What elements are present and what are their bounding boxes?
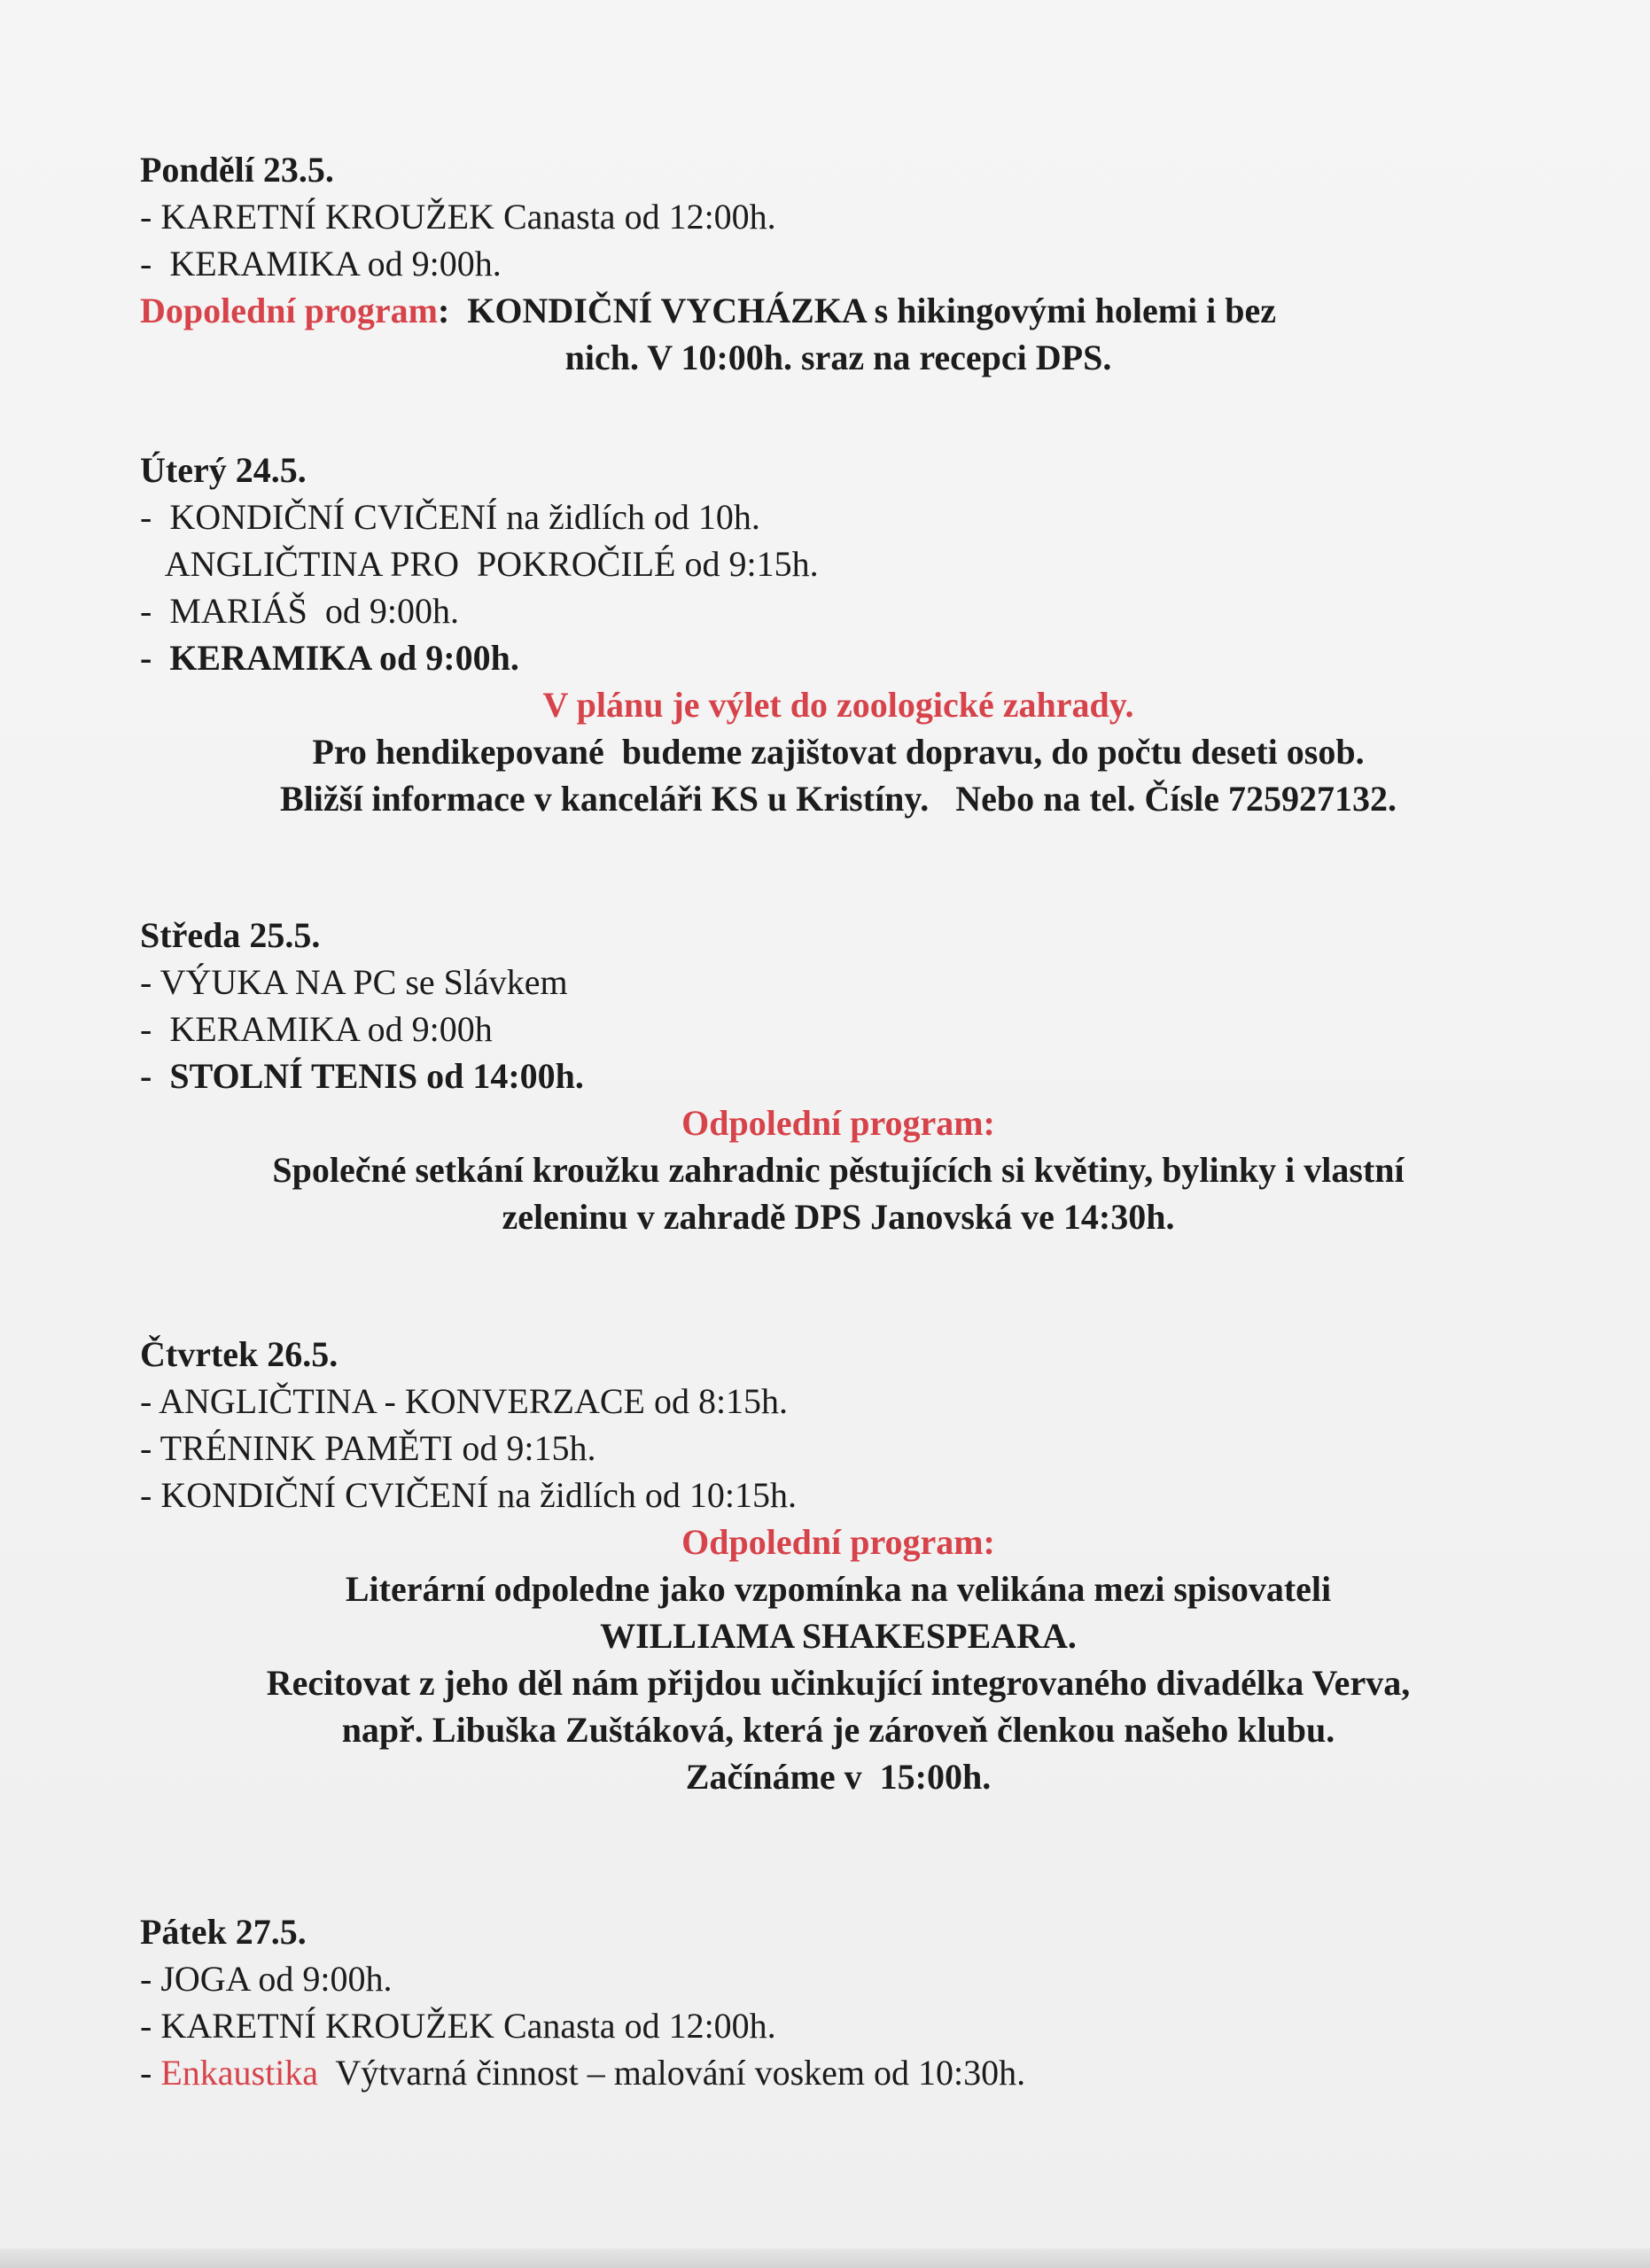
scan-bottom-edge: [0, 2249, 1650, 2268]
enkaustika-highlight: Enkaustika: [160, 2053, 319, 2093]
schedule-line: - KERAMIKA od 9:00h.: [140, 244, 502, 284]
schedule-line: - STOLNÍ TENIS od 14:00h.: [140, 1056, 584, 1096]
program-text: WILLIAMA SHAKESPEARA.: [600, 1616, 1077, 1656]
day-heading-monday: Pondělí 23.5.: [140, 150, 334, 190]
schedule-line: - TRÉNINK PAMĚTI od 9:15h.: [140, 1428, 596, 1468]
schedule-line: - KERAMIKA od 9:00h: [140, 1009, 493, 1049]
program-text: Literární odpoledne jako vzpomínka na velikána mezi spisovateli: [345, 1569, 1332, 1609]
info-line: Bližší informace v kanceláři KS u Kristíny. Nebo na tel. Čísle 725927132.: [280, 779, 1397, 819]
schedule-line: [0, 2050, 1650, 2096]
schedule-line: - MARIÁŠ od 9:00h.: [140, 591, 460, 631]
program-label: Odpolední program:: [681, 1103, 995, 1143]
schedule-line: - KARETNÍ KROUŽEK Canasta od 12:00h.: [140, 197, 776, 237]
program-line: [0, 288, 1650, 334]
info-line: Pro hendikepované budeme zajištovat dopravu, do počtu deseti osob.: [312, 732, 1365, 772]
program-text: Společné setkání kroužku zahradnic pěstujících si květiny, bylinky i vlastní: [272, 1150, 1405, 1190]
schedule-line: - KERAMIKA od 9:00h.: [140, 638, 519, 678]
program-text: Začínáme v 15:00h.: [685, 1757, 992, 1797]
day-heading-tuesday: Úterý 24.5.: [140, 450, 307, 490]
schedule-line: - KARETNÍ KROUŽEK Canasta od 12:00h.: [140, 2006, 776, 2046]
schedule-line: - KONDIČNÍ CVIČENÍ na židlích od 10h.: [140, 497, 760, 537]
day-heading-wednesday: Středa 25.5.: [140, 915, 321, 955]
program-label: Odpolední program:: [681, 1522, 995, 1562]
program-text: KONDIČNÍ VYCHÁZKA s hikingovými holemi i bez: [467, 291, 1276, 330]
trip-highlight: V plánu je výlet do zoologické zahrady.: [542, 685, 1134, 725]
day-heading-friday: Pátek 27.5.: [140, 1912, 307, 1952]
line-rest: Výtvarná činnost – malování voskem od 10:30h.: [318, 2053, 1026, 2093]
program-label: Dopolední program: [140, 291, 438, 330]
program-text: např. Libuška Zuštáková, která je zároveň členkou našeho klubu.: [341, 1710, 1335, 1750]
program-text: nich. V 10:00h. sraz na recepci DPS.: [564, 338, 1112, 377]
line-prefix: -: [140, 2053, 161, 2093]
day-heading-thursday: Čtvrtek 26.5.: [140, 1334, 339, 1374]
program-separator: :: [437, 291, 468, 330]
schedule-line: - KONDIČNÍ CVIČENÍ na židlích od 10:15h.: [140, 1475, 797, 1515]
schedule-line: ANGLIČTINA PRO POKROČILÉ od 9:15h.: [140, 544, 819, 584]
program-text: zeleninu v zahradě DPS Janovská ve 14:30h.: [502, 1197, 1175, 1237]
schedule-line: - JOGA od 9:00h.: [140, 1959, 393, 1999]
schedule-line: - ANGLIČTINA - KONVERZACE od 8:15h.: [140, 1381, 789, 1421]
schedule-line: - VÝUKA NA PC se Slávkem: [140, 962, 568, 1002]
program-text: Recitovat z jeho děl nám přijdou učinkující integrovaného divadélka Verva,: [266, 1663, 1411, 1703]
